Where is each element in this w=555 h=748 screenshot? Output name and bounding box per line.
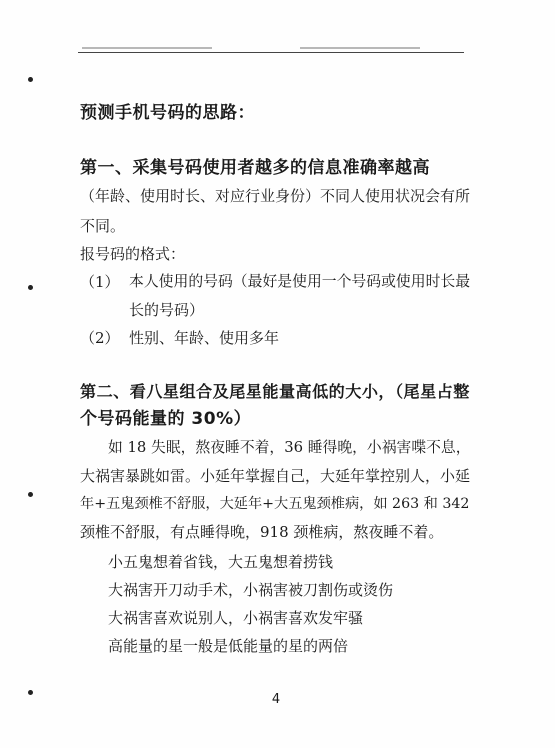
binder-hole-dot: [28, 690, 33, 695]
header-faint-text: [300, 47, 420, 49]
list-item-text: 性别、年龄、使用多年: [129, 329, 280, 347]
section2-paragraph-line: 大祸害暴跳如雷。小延年掌握自己，大延年掌控别人，小延: [80, 467, 471, 485]
section2-point: 大祸害喜欢说别人，小祸害喜欢发牢骚: [108, 609, 364, 627]
section2-heading-line2: 个号码能量的 30%）: [80, 409, 252, 429]
binder-hole-dot: [28, 77, 33, 82]
binder-hole-dot: [28, 285, 33, 290]
section2-point: 大祸害开刀动手术，小祸害被刀割伤或烫伤: [108, 581, 394, 599]
section2-paragraph-line: 颈椎不舒服，有点睡得晚，918 颈椎病，熬夜睡不着。: [80, 523, 444, 541]
section2-point: 小五鬼想着省钱，大五鬼想着捞钱: [108, 553, 334, 571]
page-title: 预测手机号码的思路：: [80, 103, 255, 123]
header-faint-text: [82, 47, 212, 49]
section2-heading-line1: 第二、看八星组合及尾星能量高低的大小，（尾星占整: [80, 382, 470, 401]
list-item-marker: （2）: [80, 329, 120, 347]
list-item-text: 本人使用的号码（最好是使用一个号码或使用时长最: [129, 273, 471, 290]
section2-paragraph-line: 如 18 失眠，熬夜睡不着，36 睡得晚，小祸害喋不息，: [108, 439, 471, 456]
section2-paragraph-line: 年+五鬼颈椎不舒服，大延年+大五鬼颈椎病，如 263 和 342: [80, 496, 470, 512]
header-rule: [78, 52, 464, 53]
section2-point: 高能量的星一般是低能量的星的两倍: [108, 637, 349, 655]
section1-intro-line2: 不同。: [80, 217, 126, 235]
binder-hole-dot: [28, 492, 33, 497]
section1-intro-line1: （年龄、使用时长、对应行业身份）不同人使用状况会有所: [80, 187, 471, 205]
section1-format-label: 报号码的格式：: [80, 245, 186, 263]
list-item-text-continued: 长的号码）: [129, 301, 205, 319]
section1-heading: 第一、采集号码使用者越多的信息准确率越高: [80, 158, 430, 178]
list-item-marker: （1）: [80, 273, 120, 291]
page-number: 4: [271, 692, 281, 707]
